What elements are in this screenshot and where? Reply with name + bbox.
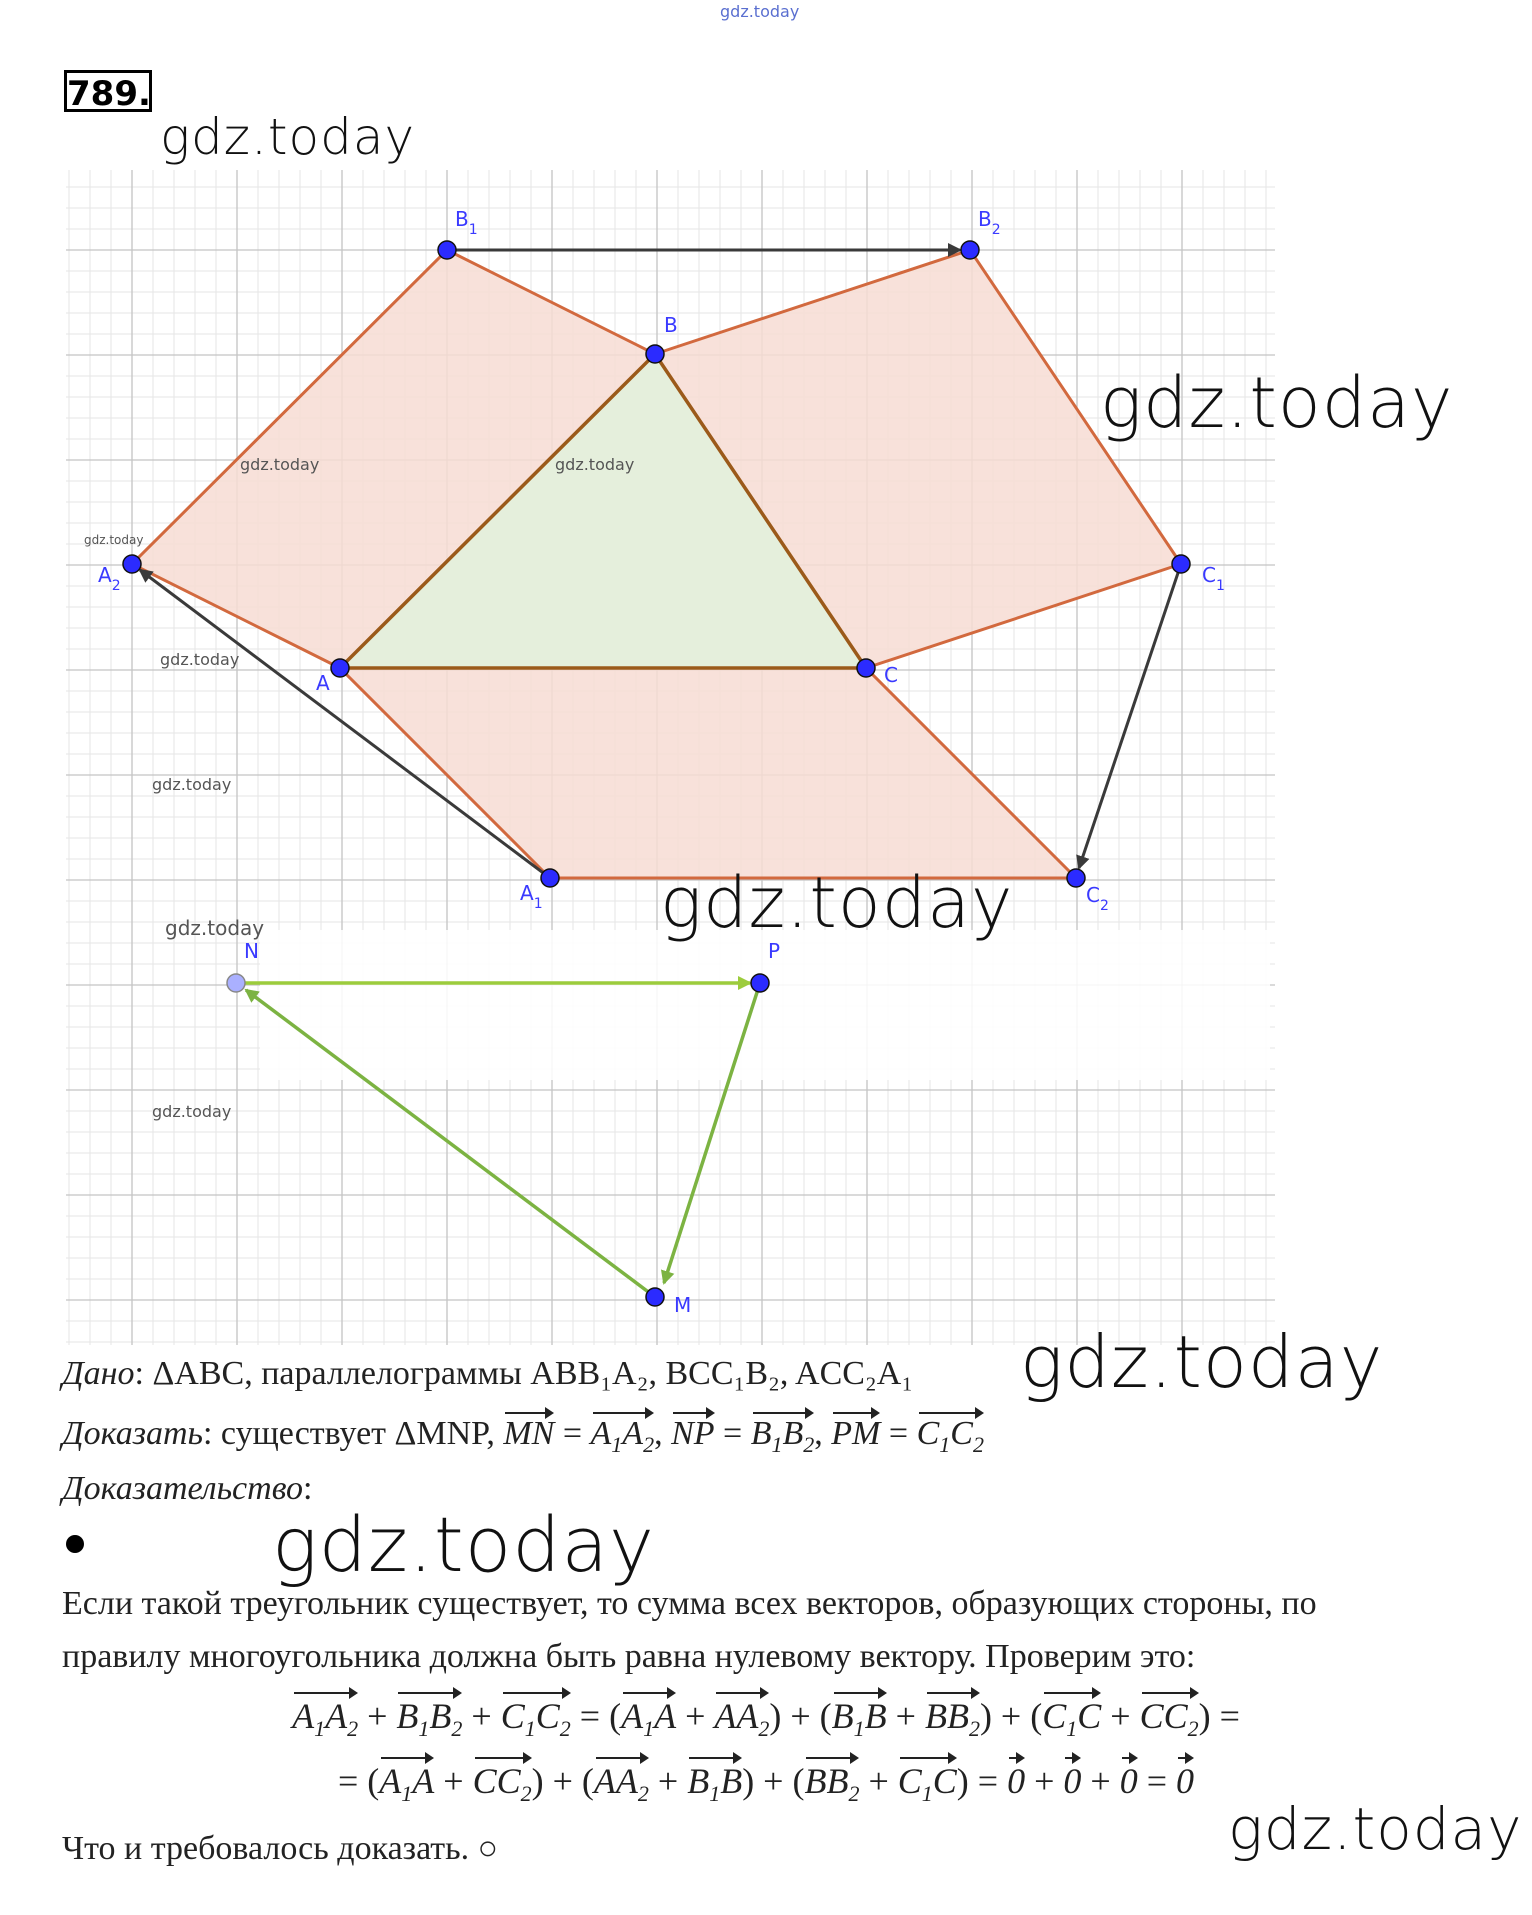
label-C2: $C_2$ [1086, 883, 1109, 914]
label-P: P [768, 939, 781, 963]
bullet [66, 1535, 84, 1553]
top-watermark: gdz.today [720, 2, 800, 21]
paragraph-line-2: правилу многоугольника должна быть равна нулевому вектору. Проверим это: [62, 1638, 1196, 1675]
watermark: gdz.today [272, 1500, 655, 1589]
vector-C1C2 [1079, 564, 1181, 868]
watermark-small: gdz.today [84, 533, 144, 547]
point-A [331, 659, 349, 677]
watermark-small: gdz.today [160, 650, 240, 669]
given-label: Дано [62, 1355, 135, 1392]
point-M [646, 1288, 664, 1306]
prove-text: : существует ΔMNP, [202, 1415, 504, 1452]
point-B1 [438, 241, 456, 259]
label-B: B [664, 313, 678, 337]
white-patch [260, 930, 1270, 1080]
watermark: gdz.today [660, 862, 1014, 944]
prove-line: Доказать: существует ΔMNP, MN = $A_1A_2$, NP = $B_1B_2$, PM = $C_1C_2$ [62, 1415, 984, 1457]
point-C1 [1172, 555, 1190, 573]
point-B2 [961, 241, 979, 259]
point-N [227, 974, 245, 992]
paragraph-line-1: Если такой треугольник существует, то сумма всех векторов, образующих стороны, по [62, 1585, 1317, 1622]
problem-number: 789. [64, 70, 152, 112]
given-text: : ΔABC, параллелограммы ABB₁A₂, BCC₁B₂, ACC₂A₁ [134, 1355, 914, 1392]
point-C2 [1067, 869, 1085, 887]
parallelogram-ACC2A1 [340, 668, 1076, 878]
proof-line: Доказательство: [62, 1470, 313, 1507]
watermark: gdz.today [160, 108, 416, 166]
label-M: M [674, 1293, 692, 1317]
watermark-small: gdz.today [152, 775, 232, 794]
point-A1 [541, 869, 559, 887]
point-P [751, 974, 769, 992]
conclusion: Что и требовалось доказать. ○ [62, 1830, 499, 1867]
point-A2 [123, 555, 141, 573]
label-A1: $A_1$ [520, 881, 543, 912]
point-B [646, 345, 664, 363]
point-C [857, 659, 875, 677]
given-line [62, 1355, 913, 1393]
watermark: gdz.today [1228, 1795, 1523, 1863]
label-A: A [316, 671, 330, 695]
watermark-small: gdz.today [165, 916, 265, 940]
label-C1: $C_1$ [1202, 563, 1225, 594]
label-B1: $B_1$ [455, 207, 478, 238]
label-C: C [884, 663, 898, 687]
proof-label: Доказательство [62, 1470, 304, 1507]
label-N: N [244, 939, 259, 963]
label-B2: $B_2$ [978, 207, 1001, 238]
label-A2: $A_2$ [98, 563, 121, 594]
equation-line-2: = $(A_1A + CC_2) + (AA_2 + B_1B) + (BB_2 + C_1C) = 0 + 0 + 0 = 0$ [337, 1761, 1195, 1807]
watermark-small: gdz.today [555, 455, 635, 474]
watermark: gdz.today [1020, 1320, 1384, 1404]
watermark-small: gdz.today [240, 455, 320, 474]
equation-line-1: $A_1A_2 + B_1B_2 + C_1C_2 = (A_1A + AA_2) + (B_1B + BB_2) + (C_1C + CC_2)$ = [292, 1696, 1240, 1742]
prove-label: Доказать [62, 1415, 203, 1452]
watermark-small: gdz.today [152, 1102, 232, 1121]
watermark: gdz.today [1100, 362, 1454, 444]
